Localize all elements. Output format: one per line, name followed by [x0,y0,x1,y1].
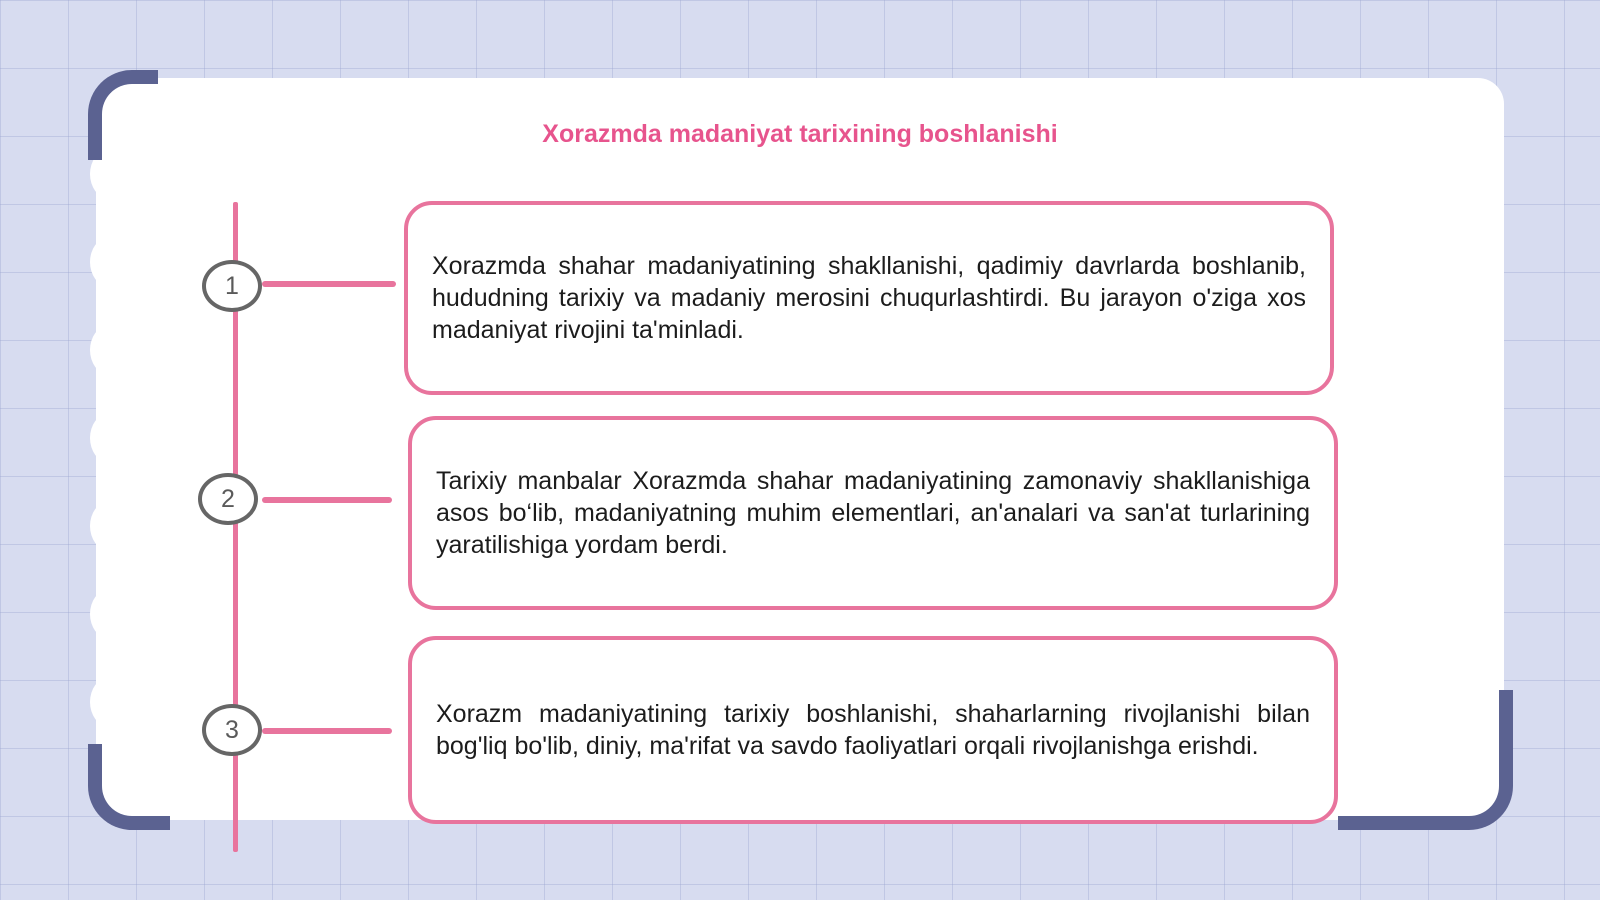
slide-title: Xorazmda madaniyat tarixining boshlanishi [542,120,1058,148]
timeline-connector [262,728,392,734]
scallop-decoration [90,678,126,726]
corner-bracket-bottom-left [88,744,170,830]
scallop-decoration [90,590,126,638]
timeline-marker-2: 2 [198,473,258,525]
timeline-item-1 [404,201,1334,395]
timeline-item-text: Tarixiy manbalar Xorazmda shahar madaniyatining zamonaviy shakllanishiga asos bo‘lib, madaniyatning muhim elementlari, an'analari va san'at turlarining yaratilishiga yordam berdi. [436,467,1310,559]
corner-bracket-bottom-right [1338,690,1513,830]
timeline-connector [262,497,392,503]
timeline-item-text: Xorazm madaniyatining tarixiy boshlanishi, shaharlarning rivojlanishi bilan bog'liq bo'lib, diniy, ma'rifat va savdo faoliyatlari orqali rivojlanishga erishdi. [436,700,1310,760]
scallop-decoration [90,238,126,286]
timeline-item-text: Xorazmda shahar madaniyatining shakllanishi, qadimiy davrlarda boshlanib, hududning tarixiy va madaniy merosini chuqurlashtirdi. Bu jarayon o'ziga xos madaniyat rivojini ta'minladi. [432,252,1306,344]
timeline-marker-1: 1 [202,260,262,312]
timeline-marker-3: 3 [202,704,262,756]
timeline-connector [262,281,396,287]
scallop-decoration [90,414,126,462]
timeline-item-3 [408,636,1338,824]
scallop-decoration [90,326,126,374]
scallop-decoration [90,502,126,550]
timeline-item-2 [408,416,1338,610]
